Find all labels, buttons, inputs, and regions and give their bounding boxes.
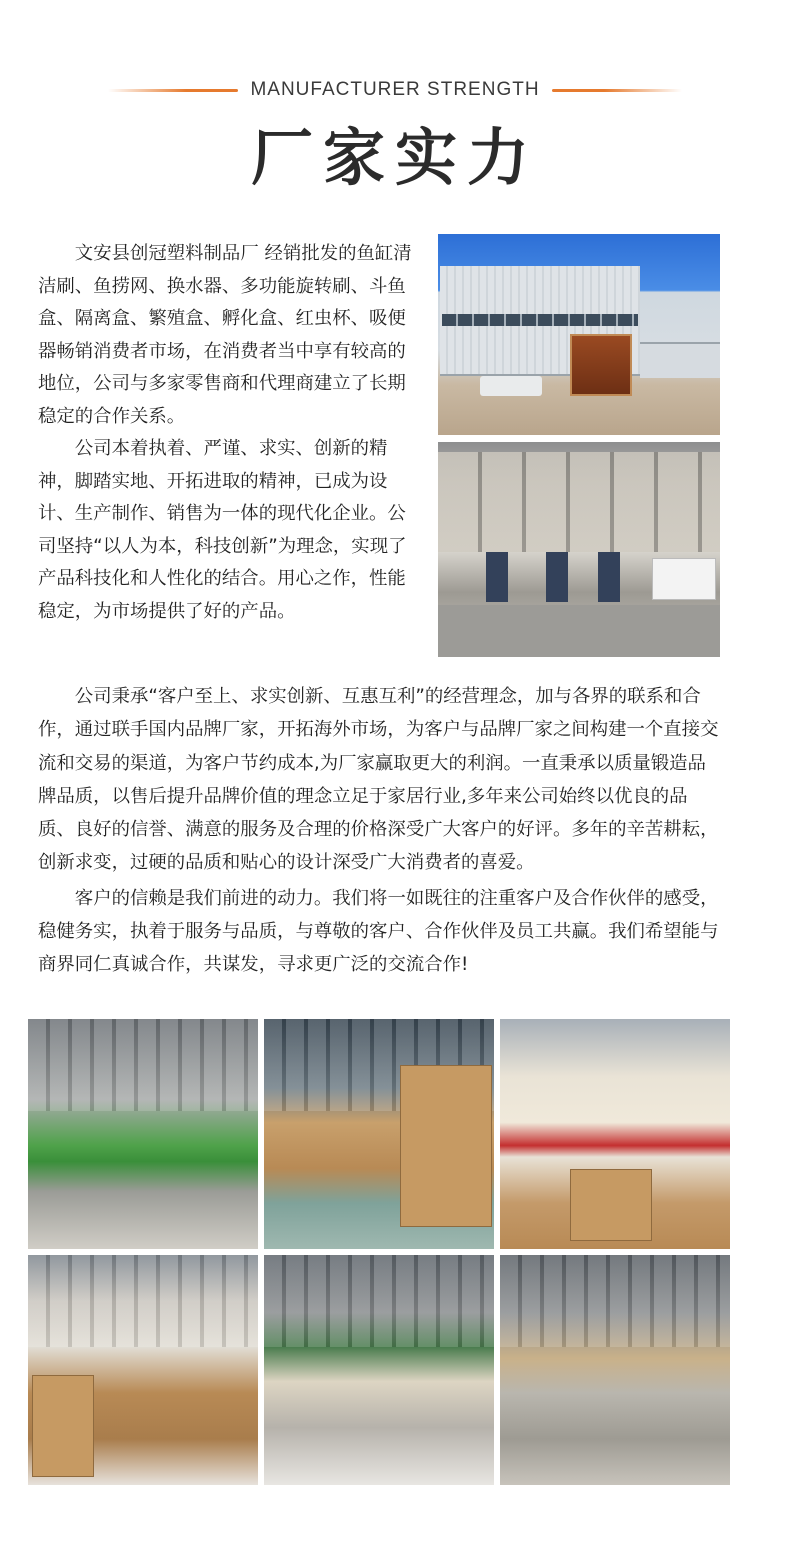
box bbox=[32, 1375, 94, 1477]
body-paragraph-1: 公司秉承“客户至上、求实创新、互惠互利”的经营理念，加与各界的联系和合作，通过联手国内品牌厂家，开拓海外市场，为客户与品牌厂家之间构建一个直接交流和交易的渠道，为客户节约成本,为厂家赢取更大的利润。一直秉承以质量锻造品牌品质，以售后提升品牌价值的理念立足于家居行业,多年来公司始终以优良的品质、良好的信誉、满意的服务及合理的价格深受广大客户的好评。多年的辛苦耕耘，创新求变，过硬的品质和贴心的设计深受广大消费者的喜爱。 bbox=[38, 686, 719, 874]
gallery-photo-worker-packing bbox=[500, 1019, 730, 1249]
factory-exterior-photo bbox=[438, 234, 720, 435]
gallery-photo-machine-line bbox=[264, 1255, 494, 1485]
photo-gallery bbox=[28, 1019, 730, 1485]
wall-stripes bbox=[28, 1019, 258, 1111]
factory-door bbox=[570, 334, 632, 396]
header bbox=[0, 0, 790, 220]
workshop-floor bbox=[438, 605, 720, 657]
workshop-wall bbox=[438, 452, 720, 552]
machine bbox=[546, 552, 568, 602]
right-decor-rule bbox=[552, 89, 682, 92]
factory-windows bbox=[442, 314, 638, 326]
box bbox=[570, 1169, 652, 1241]
machine-housing bbox=[652, 558, 716, 600]
body-text bbox=[38, 680, 722, 982]
wall-stripes bbox=[500, 1255, 730, 1347]
left-decor-rule bbox=[108, 89, 238, 92]
subtitle-row bbox=[0, 76, 790, 104]
wall-stripes bbox=[28, 1255, 258, 1347]
intro-text bbox=[38, 238, 420, 628]
page-title: 厂家实力 bbox=[250, 121, 539, 194]
intro-paragraph-2: 公司本着执着、严谨、求实、创新的精神，脚踏实地、开拓进取的精神，已成为设计、生产制作、销售为一体的现代化企业。公司坚持“以人为本，科技创新”为理念，实现了产品科技化和人性化的结合。用心之作，性能稳定，为市场提供了好的产品。 bbox=[38, 438, 407, 622]
gallery-photo-conveyor bbox=[28, 1255, 258, 1485]
section-subtitle: MANUFACTURER STRENGTH bbox=[250, 79, 540, 100]
intro-paragraph-1: 文安县创冠塑料制品厂 经销批发的鱼缸清洁刷、鱼捞网、换水器、多功能旋转刷、斗鱼盒、隔离盒、繁殖盒、孵化盒、红虫杯、吸便器畅销消费者市场，在消费者当中享有较高的地位，公司与多家零售商和代理商建立了长期稳定的合作关系。 bbox=[38, 243, 412, 427]
factory-annex bbox=[640, 342, 720, 378]
truck bbox=[480, 376, 542, 396]
machine bbox=[486, 552, 508, 602]
box-stack bbox=[400, 1065, 492, 1227]
gallery-photo-injection-machines bbox=[28, 1019, 258, 1249]
gallery-photo-warehouse-boxes bbox=[264, 1019, 494, 1249]
machine bbox=[598, 552, 620, 602]
workshop-photo bbox=[438, 442, 720, 657]
wall-stripes bbox=[264, 1255, 494, 1347]
gallery-photo-mixer bbox=[500, 1255, 730, 1485]
body-paragraph-2: 客户的信赖是我们前进的动力。我们将一如既往的注重客户及合作伙伴的感受，稳健务实，执着于服务与品质，与尊敬的客户、合作伙伴及员工共赢。我们希望能与商界同仁真诚合作，共谋发，寻求更广泛的交流合作! bbox=[38, 887, 719, 976]
